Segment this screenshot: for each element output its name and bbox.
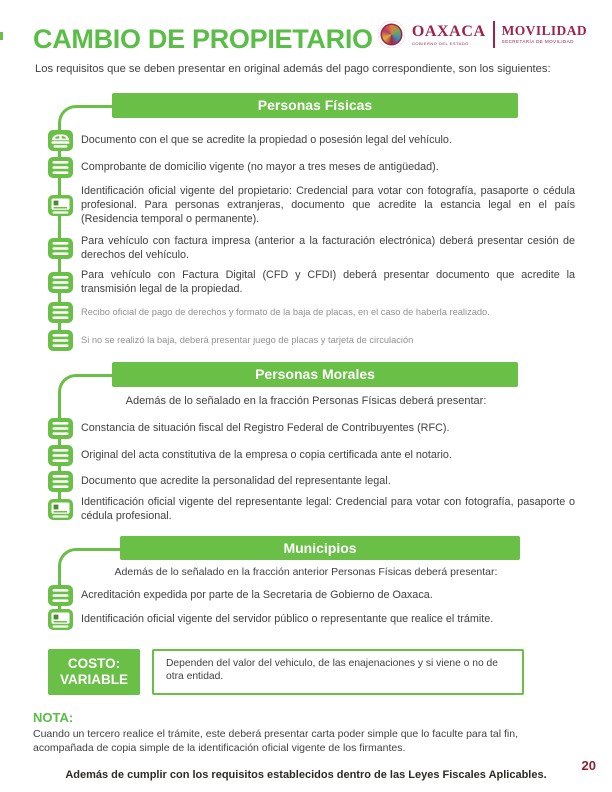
requirement-item <box>48 609 578 630</box>
document-icon <box>48 445 73 466</box>
document-icon <box>48 157 73 178</box>
state-name: OAXACA <box>411 22 486 40</box>
cost-block <box>48 649 524 695</box>
section-intro: Además de lo señalado en la fracción anterior Personas Físicas deberá presentar: <box>114 566 498 578</box>
section-personas-morales <box>0 362 612 523</box>
page-title: CAMBIO DE PROPIETARIO <box>33 24 373 54</box>
bleed-mark <box>0 32 3 40</box>
section-intro: Además de lo señalado en la fracción Personas Físicas deberá presentar: <box>125 395 487 407</box>
requirement-text: Recibo oficial de pago de derechos y formato de la baja de placas, en el caso de haberla realizado. <box>81 306 490 317</box>
requirement-item <box>48 495 578 523</box>
page-number: 20 <box>581 758 596 773</box>
requirement-item <box>48 268 578 296</box>
id-card-icon <box>48 195 73 216</box>
id-card-icon <box>48 499 73 520</box>
document-icon <box>48 330 73 351</box>
timeline-connector <box>58 548 120 618</box>
requirement-item <box>48 330 578 351</box>
requirement-item <box>48 302 578 323</box>
section-banner-personas-fisicas: Personas Físicas <box>112 93 518 118</box>
oaxaca-state-seal-icon <box>378 21 405 48</box>
requirement-text: Identificación oficial vigente del servidor público o representante que realice el trámite. <box>81 613 494 626</box>
section-banner-personas-morales: Personas Morales <box>112 362 518 387</box>
requirement-text: Constancia de situación fiscal del Registro Federal de Contribuyentes (RFC). <box>81 422 450 435</box>
requirement-text: Si no se realizó la baja, deberá presentar juego de placas y tarjeta de circulación <box>81 334 414 345</box>
document-icon <box>48 418 73 439</box>
document-icon <box>48 471 73 492</box>
requirement-text: Original del acta constitutiva de la empresa o copia certificada ante el notario. <box>81 449 452 462</box>
requirement-text: Para vehículo con factura impresa (anterior a la facturación electrónica) deberá presentar cesión de derechos del vehículo. <box>81 235 575 262</box>
section-banner-municipios: Municipios <box>120 536 520 560</box>
nota-text: Cuando un tercero realice el trámite, este deberá presentar carta poder simple que lo faculte para tal fin, acompañada de copia simple de la identificación oficial vigente de los firmantes. <box>33 728 519 754</box>
requirement-item <box>48 157 578 178</box>
cost-label-line2: VARIABLE <box>59 672 128 687</box>
requirement-text: Para vehículo con Factura Digital (CFD y CFDI) deberá presentar documento que acredite la transmisión legal de la propiedad. <box>81 269 575 296</box>
car-icon <box>48 130 73 151</box>
requirement-item <box>48 445 578 466</box>
requirement-item <box>48 471 578 492</box>
cost-label-line1: COSTO: <box>67 655 121 671</box>
document-icon <box>48 585 73 606</box>
document-icon <box>48 238 73 259</box>
government-logo <box>378 21 587 48</box>
nota-label: NOTA: <box>33 710 74 725</box>
requirement-item <box>48 234 578 262</box>
cost-label <box>48 649 140 695</box>
cost-description: Dependen del valor del vehiculo, de las enajenaciones y si viene o no de otra entidad. <box>166 658 499 683</box>
requirement-text: Identificación oficial vigente del propietario: Credencial para votar con fotografía, pasaporte o cédula profesional. Para personas extranjeras, documento que acredite la estancia legal en el país (Residencia temporal o permanente). <box>81 185 575 226</box>
agency-name: MOVILIDAD <box>501 23 587 39</box>
requirement-item <box>48 130 578 151</box>
section-personas-fisicas <box>0 93 612 351</box>
state-tagline: GOBIERNO DEL ESTADO <box>411 40 469 46</box>
requirement-item <box>48 184 578 226</box>
requirement-item <box>48 585 578 606</box>
id-card-icon <box>48 609 73 630</box>
requirement-text: Comprobante de domicilio vigente (no mayor a tres meses de antigüedad). <box>81 161 439 174</box>
state-logo-block <box>412 24 486 46</box>
requirement-text: Documento con el que se acredite la propiedad o posesión legal del vehículo. <box>81 134 452 147</box>
cost-description-box <box>152 649 524 695</box>
section-municipios <box>0 536 612 630</box>
requirement-item <box>48 418 578 439</box>
requirement-text: Identificación oficial vigente del representante legal: Credencial para votar con fotografía, pasaporte o cédula profesional. <box>81 496 575 523</box>
logo-divider <box>493 21 495 48</box>
page-intro: Los requisitos que se deben presentar en original además del pago correspondiente, son los siguientes: <box>35 63 551 75</box>
footer-note: Además de cumplir con los requisitos establecidos dentro de las Leyes Fiscales Aplicables. <box>65 769 547 781</box>
document-icon <box>48 302 73 323</box>
agency-tagline: SECRETARÍA DE MOVILIDAD <box>501 38 574 44</box>
requirement-text: Documento que acredite la personalidad del representante legal. <box>81 475 391 488</box>
requirement-text: Acreditación expedida por parte de la Secretaria de Gobierno de Oaxaca. <box>81 589 433 602</box>
agency-logo-block <box>502 24 587 44</box>
document-icon <box>48 272 73 293</box>
